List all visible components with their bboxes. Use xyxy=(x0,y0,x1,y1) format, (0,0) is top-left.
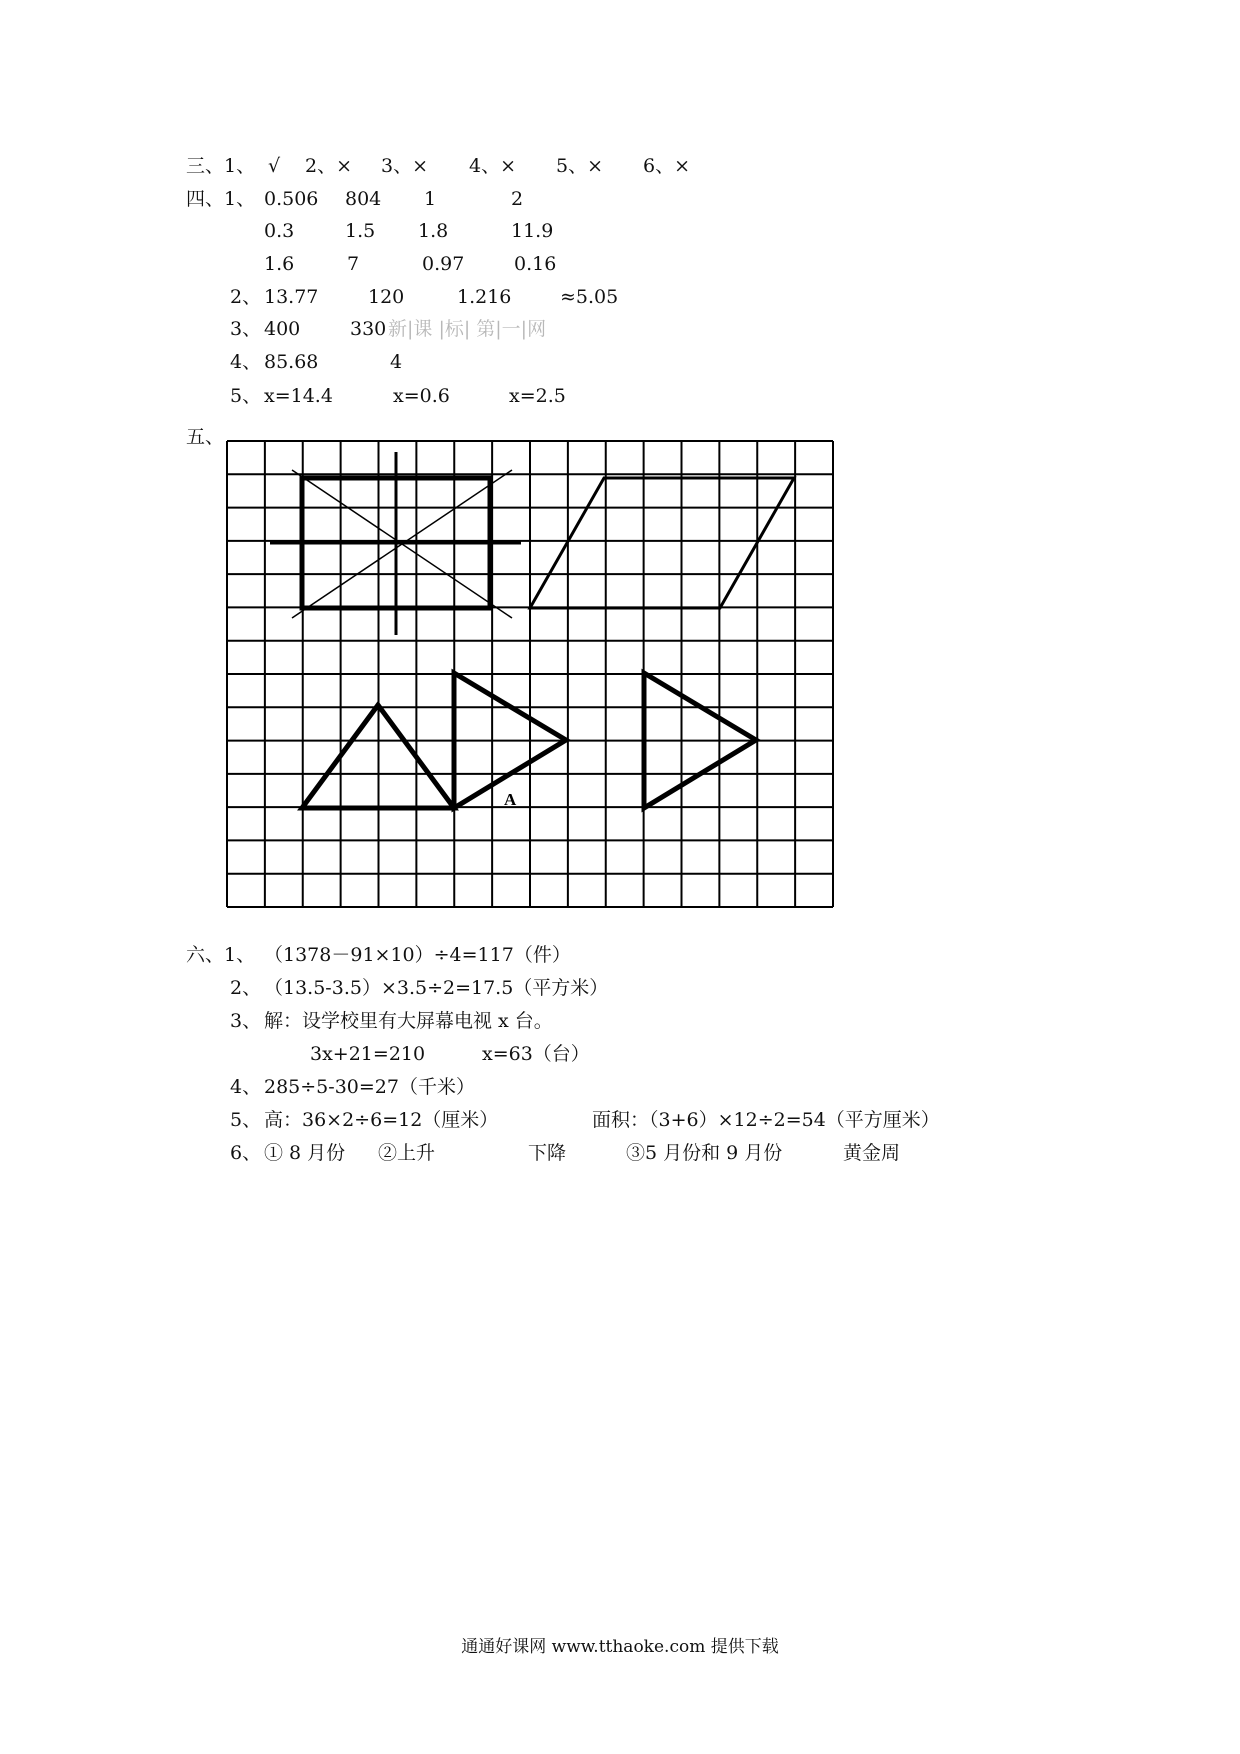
s4-r2-c4: 11.9 xyxy=(511,220,554,242)
s6-q1-text: （1378－91×10）÷4=117（件） xyxy=(264,944,571,966)
s6-q3-solution: x=63（台） xyxy=(482,1043,590,1065)
s4-number: 四、1、 xyxy=(186,188,256,210)
s6-q6-part3: 下降 xyxy=(528,1142,567,1164)
watermark-text: 新|课 |标| 第|一|网 xyxy=(388,318,547,340)
s6-q6-part4: ③5 月份和 9 月份 xyxy=(626,1142,783,1164)
s4-q4-number: 4、 xyxy=(230,351,262,373)
s4-q5-v1: x=14.4 xyxy=(264,385,333,407)
s4-q3-number: 3、 xyxy=(230,318,262,340)
s6-q5-area: 面积：（3+6）×12÷2=54（平方厘米） xyxy=(592,1109,940,1131)
grid-figure xyxy=(226,440,834,908)
s6-q6-number: 6、 xyxy=(230,1142,262,1164)
s4-q2-v4: ≈5.05 xyxy=(560,286,619,308)
point-a-label: A xyxy=(504,790,517,809)
s6-q4-text: 285÷5-30=27（千米） xyxy=(264,1076,475,1098)
s4-q4-v2: 4 xyxy=(390,351,403,373)
s6-q6-part2: ②上升 xyxy=(378,1142,436,1164)
s6-q4-number: 4、 xyxy=(230,1076,262,1098)
s6-q5-number: 5、 xyxy=(230,1109,262,1131)
s3-answer-6: 6、× xyxy=(643,155,691,177)
s4-r2-c1: 0.3 xyxy=(264,220,295,242)
s4-r1-c4: 2 xyxy=(511,188,524,210)
s4-q2-v1: 13.77 xyxy=(264,286,319,308)
parallelogram-shape xyxy=(530,478,794,608)
s4-r3-c3: 0.97 xyxy=(422,253,465,275)
s4-q2-number: 2、 xyxy=(230,286,262,308)
grid-lines xyxy=(227,441,833,907)
s3-answer-3: 3、× xyxy=(381,155,429,177)
s6-q3-text: 解：设学校里有大屏幕电视 x 台。 xyxy=(264,1010,553,1032)
s4-r2-c3: 1.8 xyxy=(418,220,449,242)
s6-q6-part1: ① 8 月份 xyxy=(264,1142,346,1164)
s4-q2-v3: 1.216 xyxy=(457,286,512,308)
s4-q5-v2: x=0.6 xyxy=(393,385,450,407)
s4-r3-c4: 0.16 xyxy=(514,253,557,275)
s4-r3-c2: 7 xyxy=(347,253,360,275)
s4-r1-c1: 0.506 xyxy=(264,188,319,210)
s6-q2-number: 2、 xyxy=(230,977,262,999)
s4-r3-c1: 1.6 xyxy=(264,253,295,275)
s4-q2-v2: 120 xyxy=(368,286,405,308)
rectangle-with-symmetry-axes xyxy=(270,452,521,635)
s6-q6-part5: 黄金周 xyxy=(843,1142,901,1164)
s4-q5-number: 5、 xyxy=(230,385,262,407)
s4-q5-v3: x=2.5 xyxy=(509,385,566,407)
s4-r2-c2: 1.5 xyxy=(345,220,376,242)
s6-q3-number: 3、 xyxy=(230,1010,262,1032)
s4-r1-c2: 804 xyxy=(345,188,382,210)
s4-q4-v1: 85.68 xyxy=(264,351,319,373)
s6-q5-height: 高：36×2÷6=12（厘米） xyxy=(264,1109,499,1131)
s5-number: 五、 xyxy=(186,426,225,448)
s3-answer-5: 5、× xyxy=(556,155,604,177)
s3-answer-1: √ xyxy=(268,155,281,177)
s3-number: 三、1、 xyxy=(186,155,256,177)
s4-q3-v1: 400 xyxy=(264,318,301,340)
s3-answer-4: 4、× xyxy=(469,155,517,177)
s4-r1-c3: 1 xyxy=(424,188,437,210)
s6-q3-equation: 3x+21=210 xyxy=(310,1043,426,1065)
s3-answer-2: 2、× xyxy=(305,155,353,177)
footer-credit: 通通好课网 www.tthaoke.com 提供下载 xyxy=(461,1637,779,1657)
s6-q1-number: 六、1、 xyxy=(186,944,256,966)
s6-q2-text: （13.5-3.5）×3.5÷2=17.5（平方米） xyxy=(264,977,609,999)
s4-q3-v2: 330 xyxy=(350,318,387,340)
